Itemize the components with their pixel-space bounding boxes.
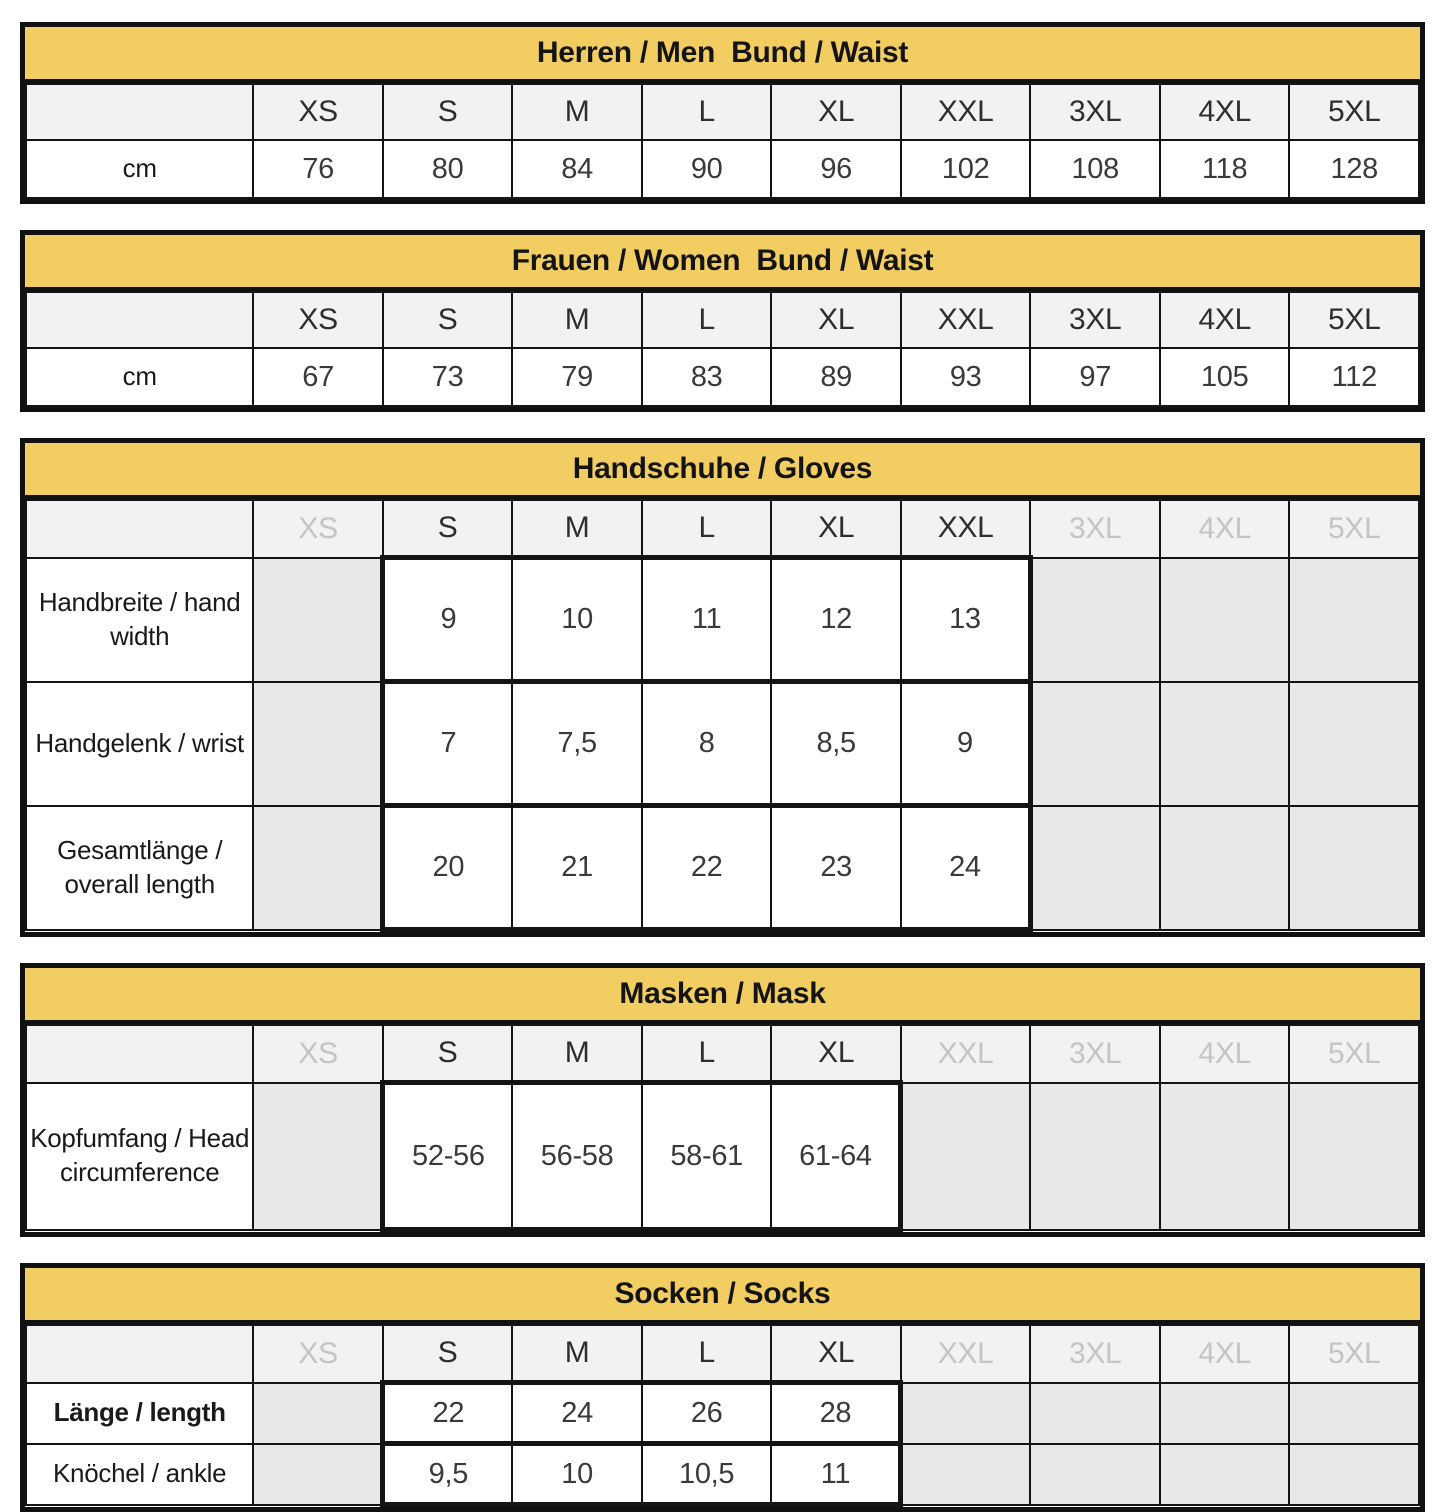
table-row xyxy=(26,348,1419,406)
table-title: Socken / Socks xyxy=(614,1277,831,1310)
empty-cell xyxy=(1289,1444,1419,1505)
size-grid xyxy=(25,1024,1420,1232)
size-header-xs: XS xyxy=(253,292,383,348)
sizes-header-row xyxy=(26,1025,1419,1083)
empty-cell xyxy=(253,558,383,682)
row-label: Kopfumfang / Head circumference xyxy=(26,1083,253,1230)
empty-cell xyxy=(253,1383,383,1444)
size-header-4xl: 4XL xyxy=(1160,84,1290,140)
value-cell: 23 xyxy=(771,806,901,930)
value-cell: 20 xyxy=(383,806,513,930)
table-row xyxy=(26,558,1419,682)
value-cell: 84 xyxy=(512,140,642,198)
value-cell: 26 xyxy=(642,1383,772,1444)
value-cell: 56-58 xyxy=(512,1083,642,1230)
table-title-bar xyxy=(25,1268,1420,1324)
corner-cell xyxy=(26,292,253,348)
size-header-5xl: 5XL xyxy=(1289,84,1419,140)
value-cell: 9,5 xyxy=(383,1444,513,1505)
table-title-bar xyxy=(25,968,1420,1024)
empty-cell xyxy=(1030,806,1160,930)
value-cell: 9 xyxy=(383,558,513,682)
table-title-bar xyxy=(25,443,1420,499)
empty-cell xyxy=(1160,806,1290,930)
empty-cell xyxy=(1289,558,1419,682)
size-grid xyxy=(25,83,1420,199)
corner-cell xyxy=(26,1025,253,1083)
empty-cell xyxy=(253,1083,383,1230)
value-cell: 7 xyxy=(383,682,513,806)
size-header-xxl: XXL xyxy=(901,292,1031,348)
empty-cell xyxy=(1160,1444,1290,1505)
table-title: Handschuhe / Gloves xyxy=(572,452,873,485)
value-cell: 89 xyxy=(771,348,901,406)
value-cell: 9 xyxy=(901,682,1031,806)
table-title: Herren / Men Bund / Waist xyxy=(536,36,909,69)
size-header-s: S xyxy=(383,292,513,348)
value-cell: 90 xyxy=(642,140,772,198)
size-header-xs: XS xyxy=(253,500,383,558)
size-header-5xl: 5XL xyxy=(1289,500,1419,558)
size-header-m: M xyxy=(512,84,642,140)
value-cell: 52-56 xyxy=(383,1083,513,1230)
value-cell: 83 xyxy=(642,348,772,406)
size-grid xyxy=(25,291,1420,407)
value-cell: 76 xyxy=(253,140,383,198)
empty-cell xyxy=(1160,682,1290,806)
table-title-bar xyxy=(25,235,1420,291)
size-header-s: S xyxy=(383,1025,513,1083)
row-label: Handbreite / hand width xyxy=(26,558,253,682)
size-header-m: M xyxy=(512,1325,642,1383)
empty-cell xyxy=(1289,1083,1419,1230)
value-cell: 118 xyxy=(1160,140,1290,198)
size-header-4xl: 4XL xyxy=(1160,292,1290,348)
size-header-l: L xyxy=(642,500,772,558)
value-cell: 128 xyxy=(1289,140,1419,198)
empty-cell xyxy=(253,682,383,806)
empty-cell xyxy=(1030,1383,1160,1444)
size-header-m: M xyxy=(512,292,642,348)
size-header-4xl: 4XL xyxy=(1160,1325,1290,1383)
empty-cell xyxy=(1030,558,1160,682)
value-cell: 61-64 xyxy=(771,1083,901,1230)
value-cell: 10,5 xyxy=(642,1444,772,1505)
empty-cell xyxy=(1160,1383,1290,1444)
sizes-header-row xyxy=(26,1325,1419,1383)
size-header-5xl: 5XL xyxy=(1289,1025,1419,1083)
value-cell: 12 xyxy=(771,558,901,682)
size-header-xxl: XXL xyxy=(901,500,1031,558)
size-header-xs: XS xyxy=(253,1325,383,1383)
size-header-xl: XL xyxy=(771,84,901,140)
size-header-xxl: XXL xyxy=(901,1325,1031,1383)
value-cell: 97 xyxy=(1030,348,1160,406)
size-table-women-waist xyxy=(20,230,1425,412)
sizes-header-row xyxy=(26,292,1419,348)
table-row xyxy=(26,1083,1419,1230)
row-label: cm xyxy=(26,348,253,406)
value-cell: 24 xyxy=(901,806,1031,930)
size-header-3xl: 3XL xyxy=(1030,1325,1160,1383)
value-cell: 11 xyxy=(771,1444,901,1505)
size-header-l: L xyxy=(642,84,772,140)
value-cell: 21 xyxy=(512,806,642,930)
size-header-3xl: 3XL xyxy=(1030,500,1160,558)
empty-cell xyxy=(901,1083,1031,1230)
table-row xyxy=(26,806,1419,930)
size-header-3xl: 3XL xyxy=(1030,84,1160,140)
empty-cell xyxy=(901,1444,1031,1505)
empty-cell xyxy=(1289,682,1419,806)
value-cell: 105 xyxy=(1160,348,1290,406)
size-header-3xl: 3XL xyxy=(1030,292,1160,348)
size-header-l: L xyxy=(642,1025,772,1083)
size-header-xxl: XXL xyxy=(901,1025,1031,1083)
empty-cell xyxy=(253,1444,383,1505)
value-cell: 58-61 xyxy=(642,1083,772,1230)
row-label: Gesamtlänge / overall length xyxy=(26,806,253,930)
size-header-xs: XS xyxy=(253,1025,383,1083)
size-header-s: S xyxy=(383,500,513,558)
value-cell: 102 xyxy=(901,140,1031,198)
empty-cell xyxy=(1030,1083,1160,1230)
size-table-men-waist xyxy=(20,22,1425,204)
table-title: Frauen / Women Bund / Waist xyxy=(511,244,934,277)
corner-cell xyxy=(26,500,253,558)
row-label: Knöchel / ankle xyxy=(26,1444,253,1505)
size-header-m: M xyxy=(512,1025,642,1083)
size-table-gloves xyxy=(20,438,1425,937)
corner-cell xyxy=(26,1325,253,1383)
size-table-mask xyxy=(20,963,1425,1237)
row-label: Länge / length xyxy=(26,1383,253,1444)
value-cell: 108 xyxy=(1030,140,1160,198)
value-cell: 22 xyxy=(642,806,772,930)
size-header-xl: XL xyxy=(771,1325,901,1383)
size-header-5xl: 5XL xyxy=(1289,292,1419,348)
sizes-header-row xyxy=(26,84,1419,140)
empty-cell xyxy=(1160,1083,1290,1230)
value-cell: 79 xyxy=(512,348,642,406)
value-cell: 13 xyxy=(901,558,1031,682)
table-title: Masken / Mask xyxy=(619,977,826,1010)
empty-cell xyxy=(1160,558,1290,682)
table-row xyxy=(26,1383,1419,1444)
value-cell: 28 xyxy=(771,1383,901,1444)
size-header-xl: XL xyxy=(771,1025,901,1083)
value-cell: 8 xyxy=(642,682,772,806)
size-header-xs: XS xyxy=(253,84,383,140)
size-grid xyxy=(25,499,1420,932)
table-row xyxy=(26,1444,1419,1505)
empty-cell xyxy=(253,806,383,930)
value-cell: 112 xyxy=(1289,348,1419,406)
size-grid xyxy=(25,1324,1420,1507)
size-header-4xl: 4XL xyxy=(1160,500,1290,558)
empty-cell xyxy=(901,1383,1031,1444)
value-cell: 24 xyxy=(512,1383,642,1444)
empty-cell xyxy=(1030,682,1160,806)
value-cell: 96 xyxy=(771,140,901,198)
value-cell: 10 xyxy=(512,558,642,682)
size-table-socks xyxy=(20,1263,1425,1512)
size-header-4xl: 4XL xyxy=(1160,1025,1290,1083)
size-header-l: L xyxy=(642,292,772,348)
value-cell: 11 xyxy=(642,558,772,682)
empty-cell xyxy=(1289,1383,1419,1444)
table-row xyxy=(26,140,1419,198)
sizes-header-row xyxy=(26,500,1419,558)
row-label: Handgelenk / wrist xyxy=(26,682,253,806)
table-row xyxy=(26,682,1419,806)
value-cell: 7,5 xyxy=(512,682,642,806)
value-cell: 10 xyxy=(512,1444,642,1505)
table-title-bar xyxy=(25,27,1420,83)
size-header-m: M xyxy=(512,500,642,558)
value-cell: 80 xyxy=(383,140,513,198)
size-header-xl: XL xyxy=(771,292,901,348)
size-header-xl: XL xyxy=(771,500,901,558)
size-header-l: L xyxy=(642,1325,772,1383)
size-header-s: S xyxy=(383,1325,513,1383)
value-cell: 67 xyxy=(253,348,383,406)
size-header-3xl: 3XL xyxy=(1030,1025,1160,1083)
empty-cell xyxy=(1289,806,1419,930)
corner-cell xyxy=(26,84,253,140)
value-cell: 8,5 xyxy=(771,682,901,806)
size-header-5xl: 5XL xyxy=(1289,1325,1419,1383)
value-cell: 93 xyxy=(901,348,1031,406)
value-cell: 22 xyxy=(383,1383,513,1444)
row-label: cm xyxy=(26,140,253,198)
empty-cell xyxy=(1030,1444,1160,1505)
size-header-xxl: XXL xyxy=(901,84,1031,140)
value-cell: 73 xyxy=(383,348,513,406)
size-header-s: S xyxy=(383,84,513,140)
